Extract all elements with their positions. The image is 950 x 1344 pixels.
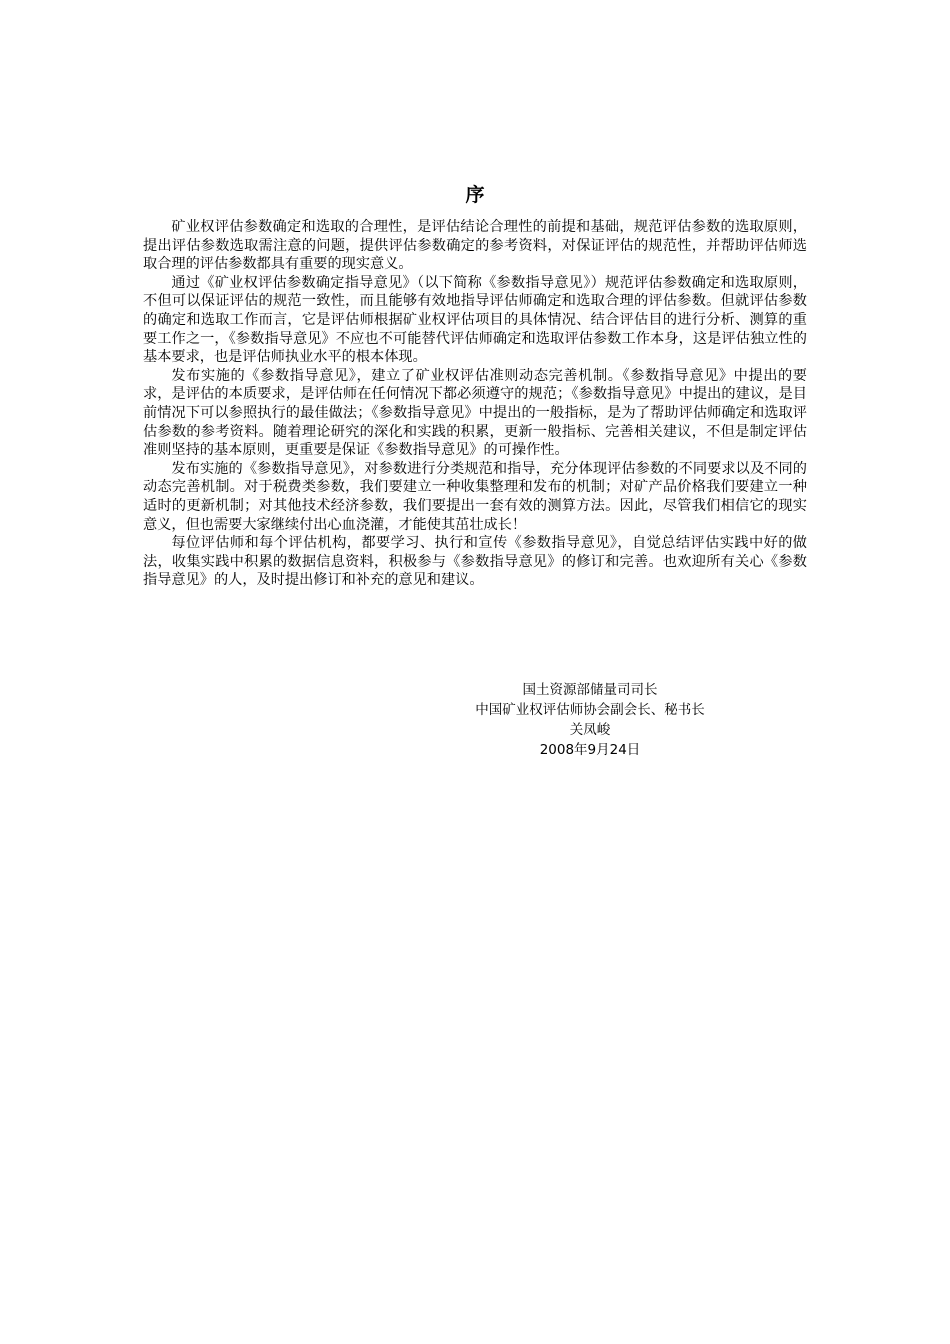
paragraph-3: 发布实施的《参数指导意见》，建立了矿业权评估准则动态完善机制。《参数指导意见》中提出的要求，是评估的本质要求，是评估师在任何情况下都必须遵守的规范；《参数指导意见》中提出的建议，是目前情况下可以参照执行的最佳做法；《参数指导意见》中提出的一般指标，是为了帮助评估师确定和选取评估参数的参考资料。随着理论研究的深化和实践的积累，更新一般指标、完善相关建议，不但是制定评估准则坚持的基本原则，更重要是保证《参数指导意见》的可操作性。 — [143, 367, 807, 459]
paragraph-5: 每位评估师和每个评估机构，都要学习、执行和宣传《参数指导意见》，自觉总结评估实践中好的做法，收集实践中积累的数据信息资料，积极参与《参数指导意见》的修订和完善。也欢迎所有关心《参数指导意见》的人，及时提出修订和补充的意见和建议。 — [143, 535, 807, 589]
signature-date: 2008年9月24日 — [539, 742, 641, 758]
paragraph-4: 发布实施的《参数指导意见》，对参数进行分类规范和指导，充分体现评估参数的不同要求以及不同的动态完善机制。对于税费类参数，我们要建立一种收集整理和发布的机制；对矿产品价格我们要建立一种适时的更新机制；对其他技术经济参数，我们要提出一套有效的测算方法。因此，尽管我们相信它的现实意义，但也需要大家继续付出心血浇灌，才能使其茁壮成长！ — [143, 460, 807, 533]
signature-name: 关凤峻 — [569, 722, 611, 738]
signature-title-2: 中国矿业权评估师协会副会长、秘书长 — [475, 702, 705, 718]
signature-block — [400, 680, 780, 760]
preface-body — [143, 218, 807, 590]
page-title: 序 — [465, 184, 485, 206]
paragraph-1: 矿业权评估参数确定和选取的合理性，是评估结论合理性的前提和基础，规范评估参数的选取原则，提出评估参数选取需注意的问题，提供评估参数确定的参考资料，对保证评估的规范性，并帮助评估师选取合理的评估参数都具有重要的现实意义。 — [143, 219, 807, 273]
paragraph-2: 通过《矿业权评估参数确定指导意见》（以下简称《参数指导意见》）规范评估参数确定和选取原则，不但可以保证评估的规范一致性，而且能够有效地指导评估师确定和选取合理的评估参数。但就评估参数的确定和选取工作而言，它是评估师根据矿业权评估项目的具体情况、结合评估目的进行分析、测算的重要工作之一，《参数指导意见》不应也不可能替代评估师确定和选取评估参数工作本身，这是评估独立性的基本要求，也是评估师执业水平的根本体现。 — [143, 274, 807, 366]
signature-title-1: 国土资源部储量司司长 — [522, 682, 658, 698]
